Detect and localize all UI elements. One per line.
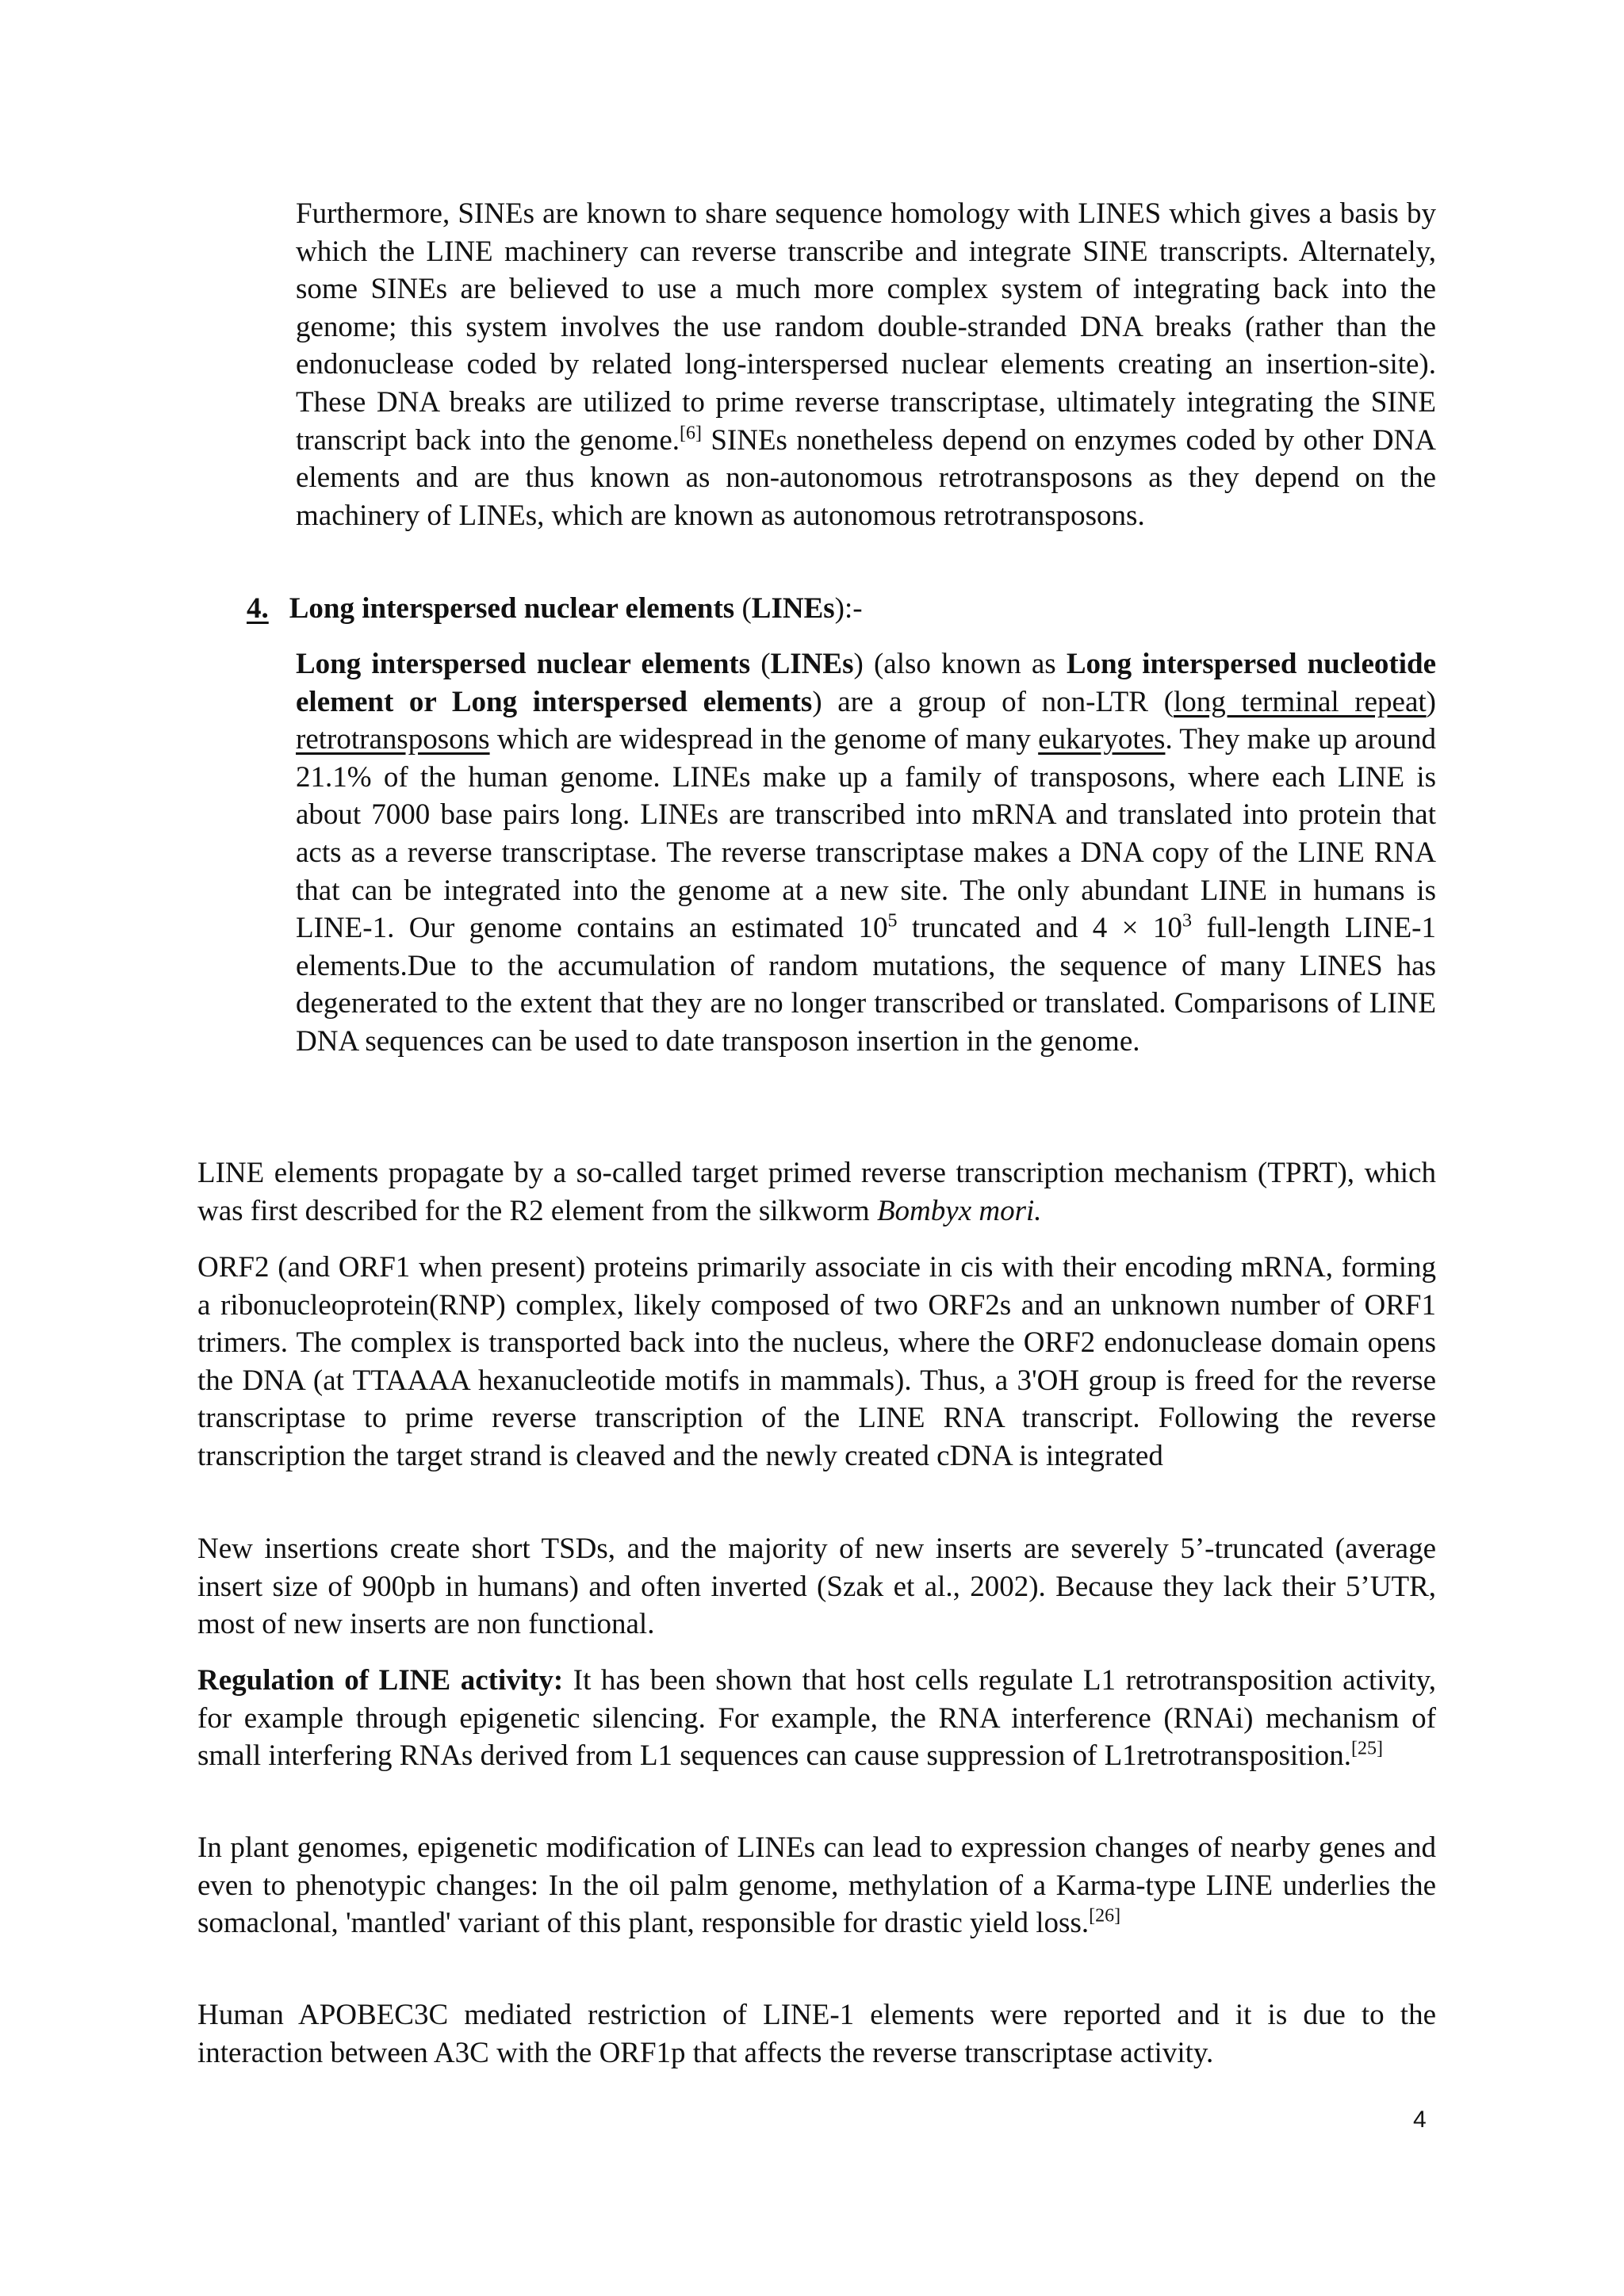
paragraph-apobec3c: Human APOBEC3C mediated restriction of LINE-1 elements were reported and it is due to the interaction between A3C with the ORF1p that affects the reverse transcriptase activity. <box>197 1999 1436 2069</box>
paragraph-sine-integration <box>296 195 1436 534</box>
citation-ref: [26] <box>1089 1905 1121 1927</box>
paragraph-plant-genomes: In plant genomes, epigenetic modification of LINEs can lead to expression changes of nearby genes and even to phenotypic changes: In the oil palm genome, methylation of a Karma-type LINE underlies the somaclonal, 'mantled' variant of this plant, responsible for drastic yield loss.[26] <box>197 1831 1436 1940</box>
paragraph-new-insertions: New insertions create short TSDs, and the majority of new inserts are severely 5’-truncated (average insert size of 900pb in humans) and often inverted (Szak et al., 2002). Because they lack their 5’UTR, most of new inserts are non functional. <box>197 1533 1436 1641</box>
section-title: Long interspersed nuclear elements <box>289 592 735 625</box>
paragraph-text: SINEs nonetheless depend on enzymes coded by other DNA elements and are thus known as non-autonomous retrotransposons as they depend on the machinery of LINEs, which are known as autonomous retrotransposons. <box>296 423 1436 532</box>
paragraph-regulation: Regulation of LINE activity: It has been shown that host cells regulate L1 retrotransposition activity, for example through epigenetic silencing. For example, the RNA interference (RNAi) mechanism of small interfering RNAs derived from L1 sequences can cause suppression of L1retrotransposition.[25] <box>197 1664 1436 1773</box>
section-abbreviation: LINEs <box>751 592 835 625</box>
species-name: Bombyx mori. <box>876 1194 1042 1227</box>
exponent: 5 <box>887 910 898 932</box>
paragraph-tprt: LINE elements propagate by a so-called target primed reverse transcription mechanism (TPRT), which was first described for the R2 element from the silkworm Bombyx mori. <box>197 1157 1436 1227</box>
link-eukaryotes[interactable]: eukaryotes <box>1038 723 1166 756</box>
citation-ref: [6] <box>680 423 702 444</box>
link-retrotransposons[interactable]: retrotransposons <box>296 723 490 756</box>
paragraph-text: Furthermore, SINEs are known to share sequence homology with LINES which gives a basis by which the LINE machinery can reverse transcribe and integrate SINE transcripts. Alternately, some SINEs are believed to use a much more complex system of integrating back into the genome; this system involves the use random double-stranded DNA breaks (rather than the endonuclease coded by related long-interspersed nuclear elements creating an insertion-site). These DNA breaks are utilized to prime reverse transcriptase, ultimately integrating the SINE transcript back into the genome. <box>296 197 1436 457</box>
link-long-terminal-repeat[interactable]: long terminal repeat <box>1173 685 1427 718</box>
exponent: 3 <box>1182 910 1192 932</box>
paragraph-lines-definition: Long interspersed nuclear elements (LINEs) (also known as Long interspersed nucleotide element or Long interspersed elements) are a group of non-LTR (long terminal repeat) retrotransposons which are widespread in the genome of many eukaryotes. They make up around 21.1% of the human genome. LINEs make up a family of transposons, where each LINE is about 7000 base pairs long. LINEs are transcribed into mRNA and translated into protein that acts as a reverse transcriptase. The reverse transcriptase makes a DNA copy of the LINE RNA that can be integrated into the genome at a new site. The only abundant LINE in humans is LINE-1. Our genome contains an estimated $10^5$ truncated and $4 \times 10^3$ full-length LINE-1 elements.Due to the accumulation of random mutations, the sequence of many LINES has degenerated to the extent that they are no longer transcribed or translated. Comparisons of LINE DNA sequences can be used to date transposon insertion in the genome. <box>296 648 1437 1058</box>
citation-ref: [25] <box>1350 1738 1383 1759</box>
section-heading-lines: 4. Long interspersed nuclear elements (LINEs):- <box>247 592 863 625</box>
paragraph-orf2: ORF2 (and ORF1 when present) proteins primarily associate in cis with their encoding mRNA, forming a ribonucleoprotein(RNP) complex, likely composed of two ORF2s and an unknown number of ORF1 trimers. The complex is transported back into the nucleus, where the ORF2 endonuclease domain opens the DNA (at TTAAAA hexanucleotide motifs in mammals). Thus, a 3'OH group is freed for the reverse transcriptase to prime reverse transcription of the LINE RNA transcript. Following the reverse transcription the target strand is cleaved and the newly created cDNA is integrated <box>197 1251 1436 1472</box>
page-number: 4 <box>1413 2107 1427 2133</box>
section-number: 4. <box>247 592 269 625</box>
paragraph-lead: Regulation of LINE activity: <box>197 1664 564 1697</box>
